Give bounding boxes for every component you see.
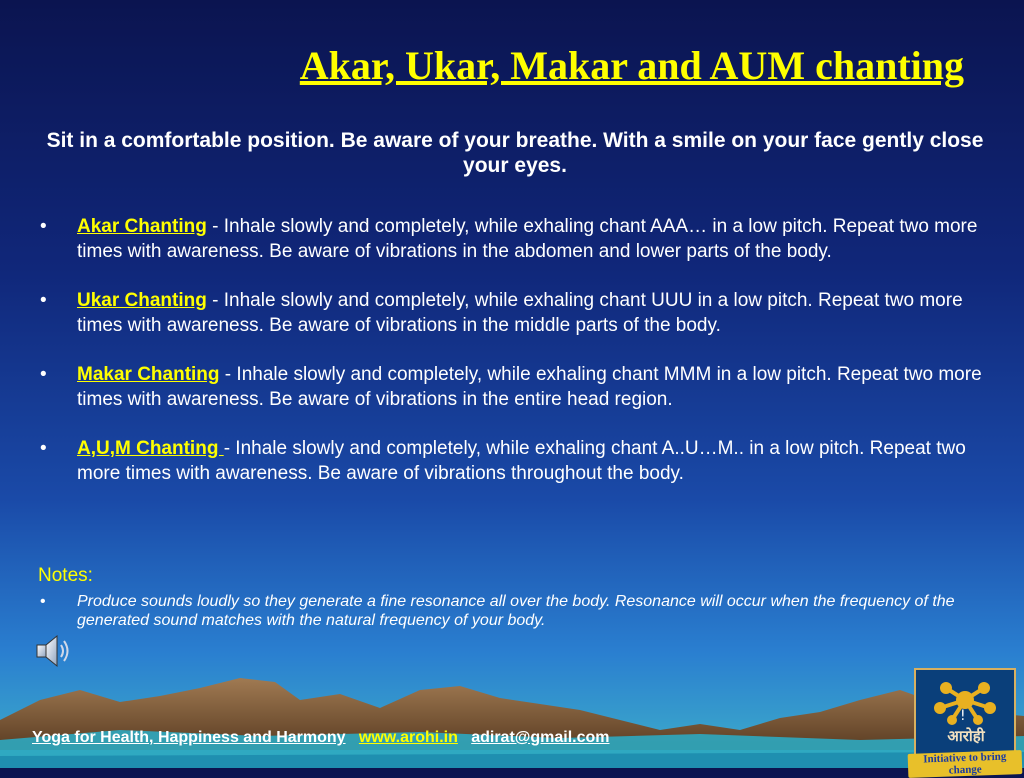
bullet-glyph: • [40,364,47,385]
akar-chanting-link[interactable]: Akar Chanting [77,216,207,237]
footer-bar [32,729,610,747]
chanting-list [40,214,990,510]
akar-description: - Inhale slowly and completely, while exhaling chant AAA… in a low pitch. Repeat two more times with awareness. Be aware of vibrations in the abdomen and lower parts of the body. [77,216,978,262]
bullet-glyph: • [40,216,47,237]
makar-chanting-link[interactable]: Makar Chanting [77,364,220,385]
email-link[interactable]: adirat@gmail.com [471,729,610,746]
ukar-chanting-link[interactable]: Ukar Chanting [77,290,207,311]
website-link[interactable]: www.arohi.in [358,729,458,746]
note-text: Produce sounds loudly so they generate a fine resonance all over the body. Resonance will occur when the frequency of the generated sound matches with the natural frequency of your body. [77,593,955,629]
aum-chanting-link[interactable]: A,U,M Chanting [77,438,224,459]
list-item-ukar [40,288,990,338]
bullet-glyph: • [40,290,47,311]
makar-description: - Inhale slowly and completely, while exhaling chant MMM in a low pitch. Repeat two more times with awareness. Be aware of vibrations in the entire head region. [77,364,982,410]
bullet-glyph: • [40,593,46,610]
logo-motto: Initiative to bring change [908,750,1023,778]
aum-description: - Inhale slowly and completely, while exhaling chant A..U…M.. in a low pitch. Repeat two more times with awareness. Be aware of vibrations throughout the body. [77,438,966,484]
footer-tagline: Yoga for Health, Happiness and Harmony [32,729,346,746]
logo-name: आरोही [947,728,985,745]
note-item [40,592,995,630]
list-item-makar [40,362,990,412]
ukar-description: - Inhale slowly and completely, while exhaling chant UUU in a low pitch. Repeat two more times with awareness. Be aware of vibrations in the middle parts of the body. [77,290,963,336]
logo-mark: ! [960,708,966,724]
list-item-akar [40,214,990,264]
arohi-logo [912,668,1020,777]
notes-heading: Notes: [38,565,93,586]
bullet-glyph: • [40,438,47,459]
list-item-aum [40,436,990,486]
mountain-landscape [0,660,1024,768]
intro-text: Sit in a comfortable position. Be aware of your breathe. With a smile on your face gently close your eyes. [46,129,984,177]
slide-title: Akar, Ukar, Makar and AUM chanting [299,43,964,88]
